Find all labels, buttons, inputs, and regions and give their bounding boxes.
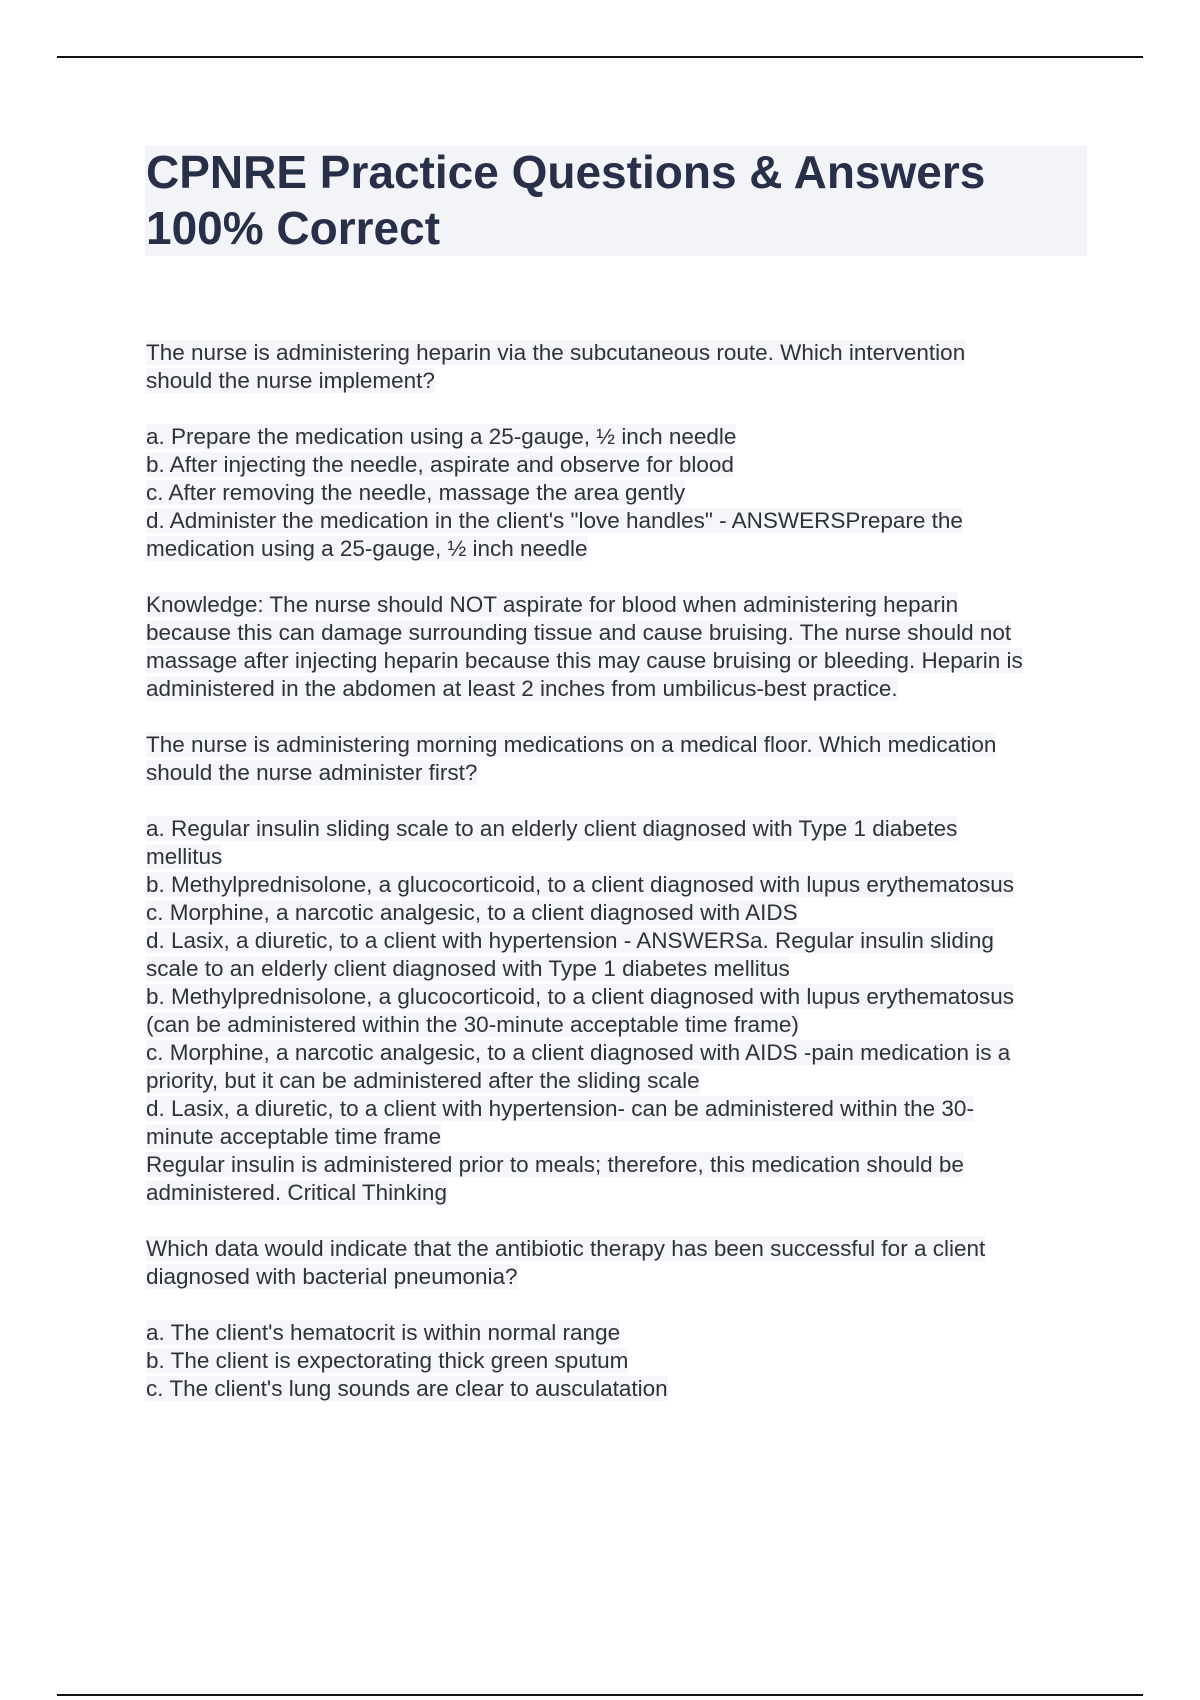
paragraph [146,423,1096,563]
text-line [146,1123,1096,1151]
text-line-content: The nurse is administering morning medications on a medical floor. Which medication [146,732,997,757]
text-line [146,955,1096,983]
text-line [146,619,1096,647]
text-line [146,899,1096,927]
text-line [146,647,1096,675]
text-line [146,451,1096,479]
text-line [146,1235,1096,1263]
text-line [146,759,1096,787]
text-line-content: priority, but it can be administered after the sliding scale [146,1068,700,1093]
text-line [146,675,1096,703]
paragraph [146,591,1096,703]
top-rule [57,56,1143,58]
text-line-content: a. Regular insulin sliding scale to an elderly client diagnosed with Type 1 diabetes [146,816,958,841]
text-line [146,507,1096,535]
text-line [146,983,1096,1011]
text-line-content: Knowledge: The nurse should NOT aspirate for blood when administering heparin [146,592,959,617]
text-line-content: c. After removing the needle, massage the area gently [146,480,686,505]
text-line-content: because this can damage surrounding tissue and cause bruising. The nurse should not [146,620,1012,645]
text-line [146,339,1096,367]
text-line [146,815,1096,843]
text-line [146,591,1096,619]
text-line-content: mellitus [146,844,223,869]
text-line [146,843,1096,871]
text-line-content: minute acceptable time frame [146,1124,442,1149]
text-line-content: Which data would indicate that the antibiotic therapy has been successful for a client [146,1236,986,1261]
text-line [146,1179,1096,1207]
text-line-content: The nurse is administering heparin via the subcutaneous route. Which intervention [146,340,966,365]
paragraph [146,731,1096,787]
document-body [146,339,1096,1431]
text-line-content: c. Morphine, a narcotic analgesic, to a client diagnosed with AIDS -pain medication is a [146,1040,1011,1065]
paragraph [146,1319,1096,1403]
text-line-content: d. Administer the medication in the client's "love handles" - ANSWERSPrepare the [146,508,963,533]
text-line [146,479,1096,507]
text-line-content: d. Lasix, a diuretic, to a client with hypertension- can be administered within the 30- [146,1096,974,1121]
text-line-content: Regular insulin is administered prior to meals; therefore, this medication should be [146,1152,964,1177]
text-line [146,423,1096,451]
bottom-rule [57,1694,1143,1696]
text-line-content: diagnosed with bacterial pneumonia? [146,1264,518,1289]
text-line [146,1151,1096,1179]
text-line [146,871,1096,899]
document-title [146,144,1086,256]
paragraph [146,815,1096,1207]
text-line-content: c. The client's lung sounds are clear to ausculatation [146,1376,668,1401]
text-line-content: scale to an elderly client diagnosed with Type 1 diabetes mellitus [146,956,790,981]
text-line-content: a. The client's hematocrit is within normal range [146,1320,621,1345]
text-line-content: a. Prepare the medication using a 25-gauge, ½ inch needle [146,424,737,449]
text-line [146,927,1096,955]
text-line-content: b. After injecting the needle, aspirate and observe for blood [146,452,734,477]
text-line-content: should the nurse administer first? [146,760,478,785]
text-line [146,1067,1096,1095]
text-line-content: b. Methylprednisolone, a glucocorticoid, to a client diagnosed with lupus erythematosus [146,872,1014,897]
text-line-content: d. Lasix, a diuretic, to a client with hypertension - ANSWERSa. Regular insulin sliding [146,928,994,953]
text-line [146,535,1096,563]
text-line-content: (can be administered within the 30-minute acceptable time frame) [146,1012,799,1037]
text-line-content: should the nurse implement? [146,368,435,393]
text-line [146,1263,1096,1291]
text-line [146,1011,1096,1039]
paragraph [146,339,1096,395]
text-line [146,731,1096,759]
text-line [146,1375,1096,1403]
text-line [146,1347,1096,1375]
text-line-content: b. Methylprednisolone, a glucocorticoid, to a client diagnosed with lupus erythematosus [146,984,1014,1009]
paragraph [146,1235,1096,1291]
text-line [146,1319,1096,1347]
text-line-content: administered. Critical Thinking [146,1180,447,1205]
text-line-content: administered in the abdomen at least 2 inches from umbilicus-best practice. [146,676,898,701]
text-line-content: b. The client is expectorating thick green sputum [146,1348,629,1373]
title-line-2: 100% Correct [146,202,441,254]
text-line-content: c. Morphine, a narcotic analgesic, to a client diagnosed with AIDS [146,900,798,925]
text-line-content: massage after injecting heparin because this may cause bruising or bleeding. Heparin is [146,648,1023,673]
title-line-1: CPNRE Practice Questions & Answers [146,146,986,198]
text-line [146,367,1096,395]
text-line [146,1095,1096,1123]
text-line [146,1039,1096,1067]
text-line-content: medication using a 25-gauge, ½ inch needle [146,536,588,561]
